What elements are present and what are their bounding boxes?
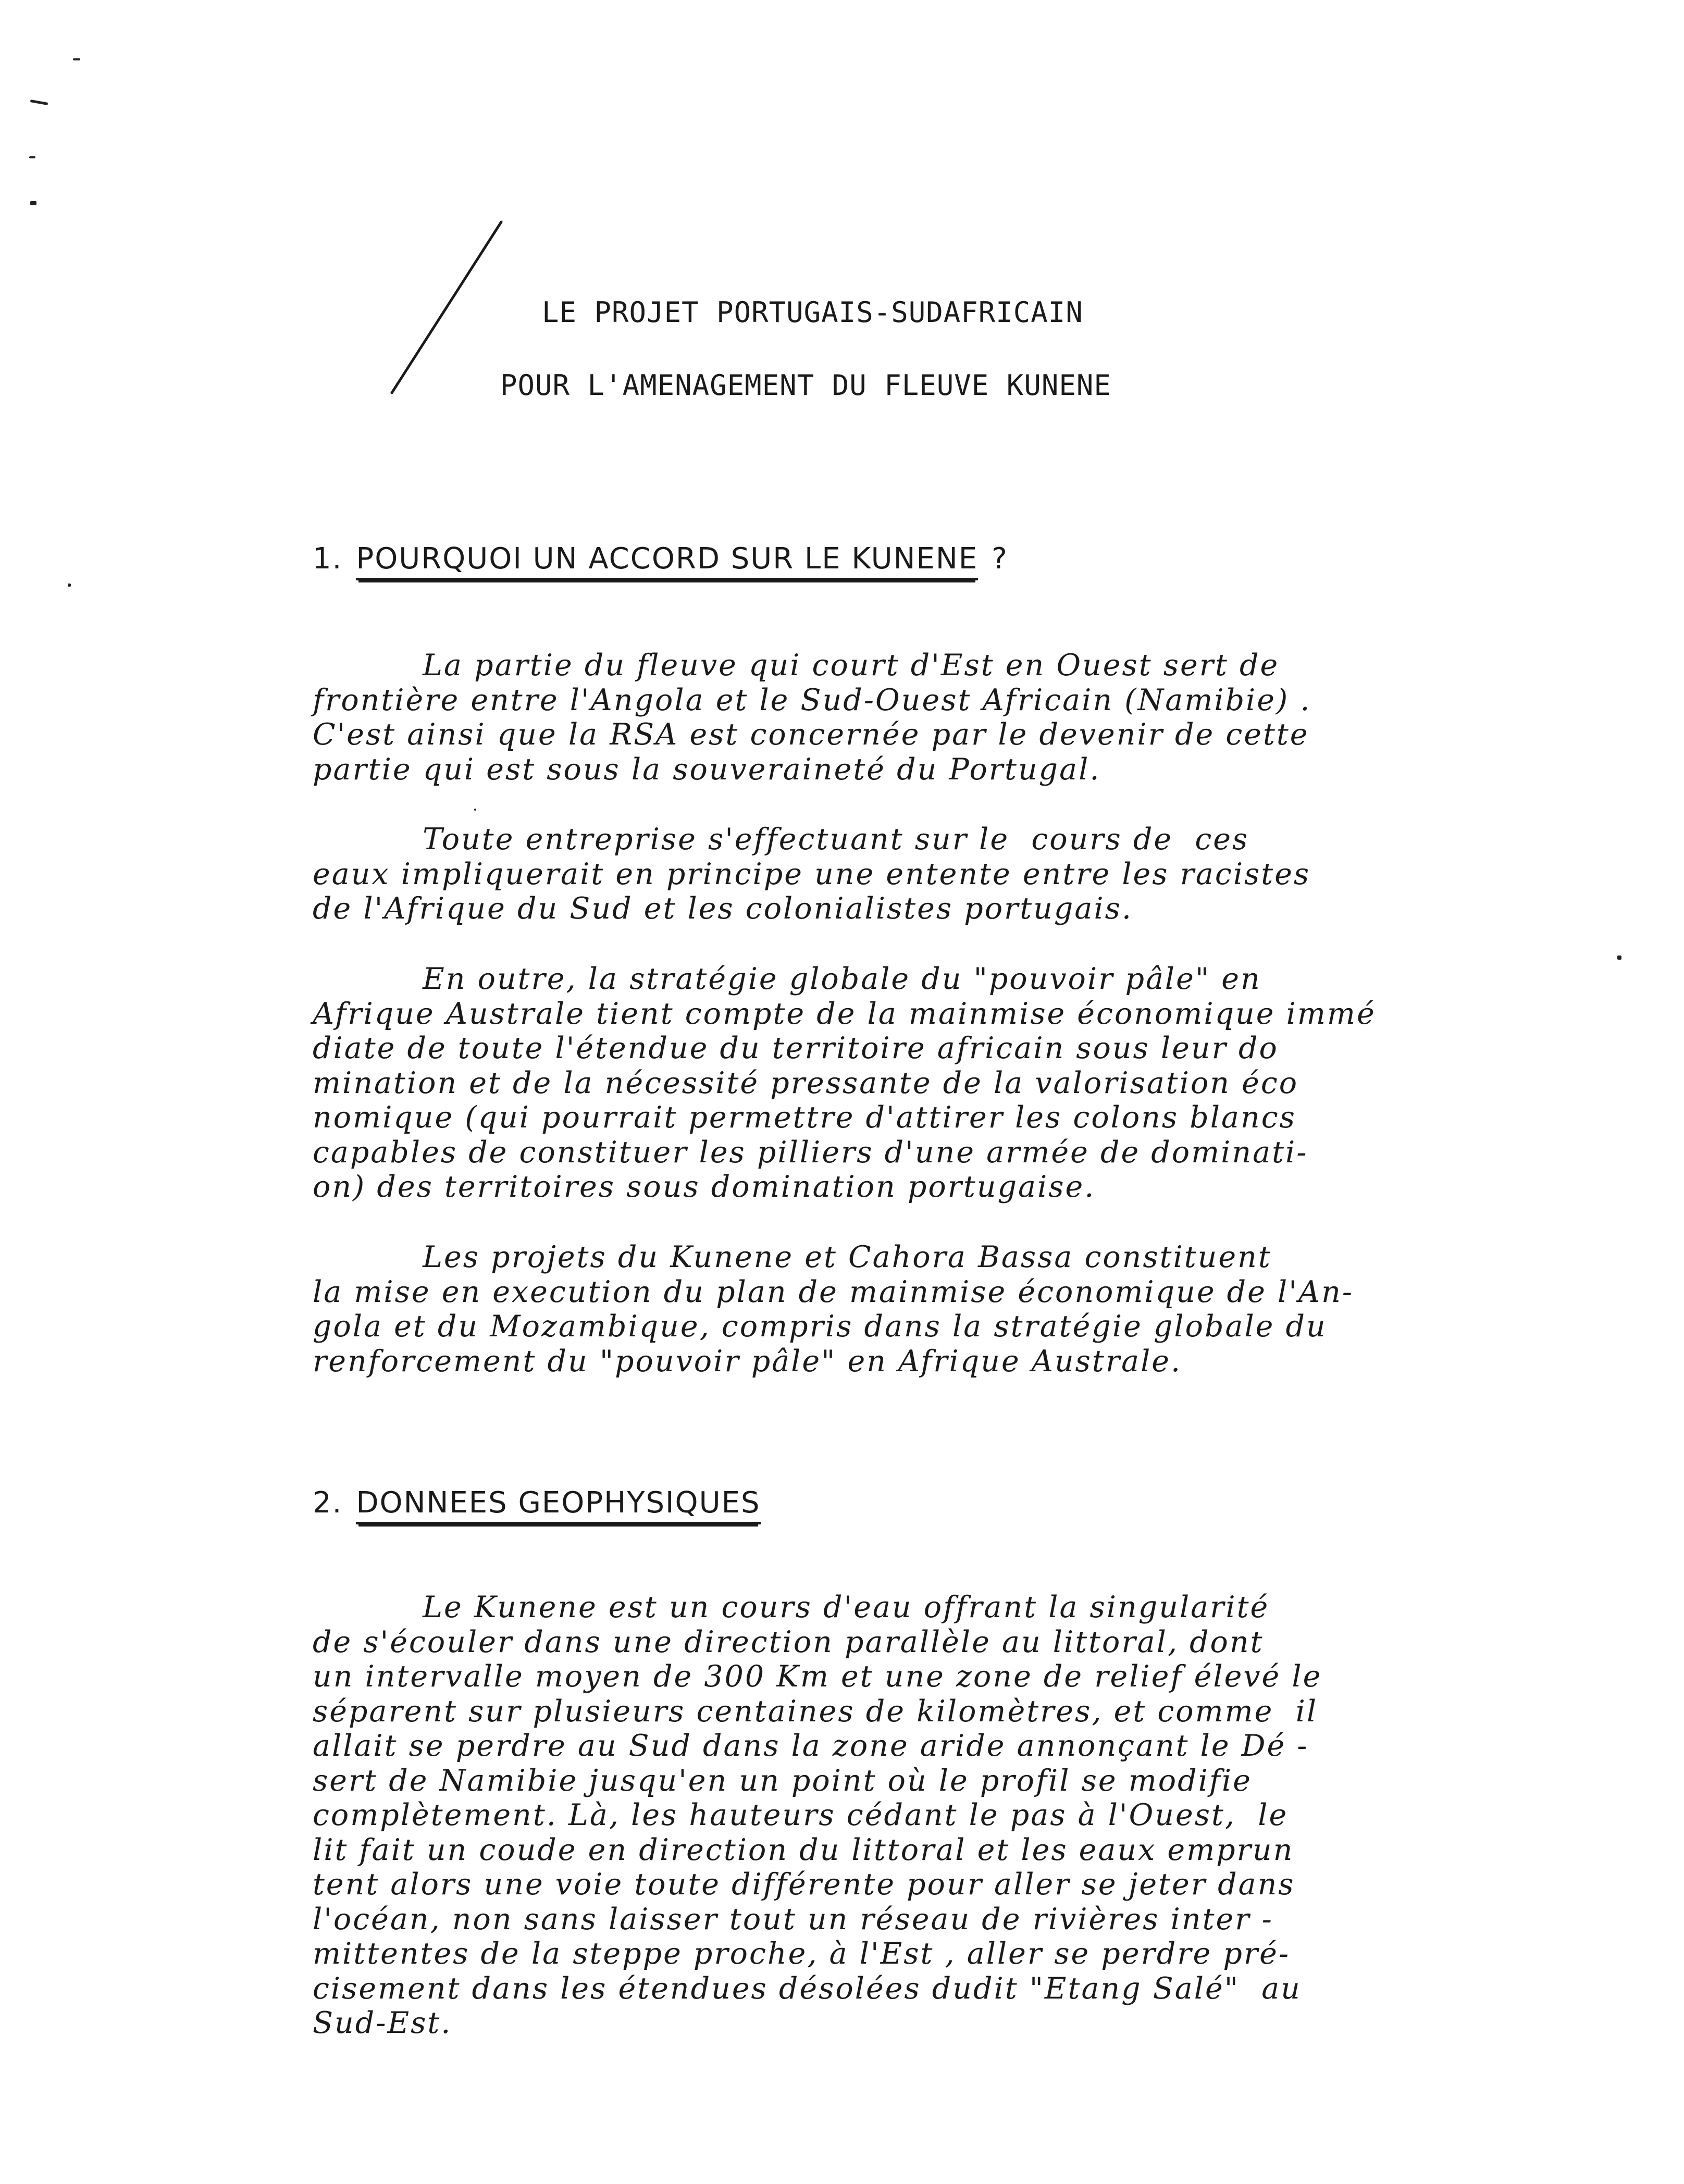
paragraph: Les projets du Kunene et Cahora Bassa constituent la mise en execution du plan de mainmise économique de l'An- gola et du Mozambique, compris dans la stratégie globale du renforcement du "pouvoir pâle" en Afrique Australe. xyxy=(313,1240,1354,1379)
scan-speck xyxy=(474,809,476,811)
section-title: DONNEES GEOPHYSIQUES xyxy=(356,1486,760,1524)
paragraph: Toute entreprise s'effectuant sur le cours de ces eaux impliquerait en principe une entente entre les racistes de l'Afrique du Sud et les colonialistes portugais. xyxy=(313,822,1311,926)
section-title: POURQUOI UN ACCORD SUR LE KUNENE xyxy=(356,542,978,580)
section-number: 2. xyxy=(313,1486,343,1520)
scan-speck xyxy=(1617,955,1621,960)
section-1-heading xyxy=(313,542,1008,580)
paragraph: En outre, la stratégie globale du "pouvoir pâle" en Afrique Australe tient compte de la mainmise économique immé diate de toute l'étendue du territoire africain sous leur do mination et de la nécessité pressante de la valorisation éco nomique (qui pourrait permettre d'attirer les colons blancs capables de constituer les pilliers d'une armée de dominati- on) des territoires sous domination portugaise. xyxy=(313,962,1376,1204)
paragraph: La partie du fleuve qui court d'Est en Ouest sert de frontière entre l'Angola et le Sud-Ouest Africain (Namibie) . C'est ainsi que la RSA est concernée par le devenir de cette partie qui est sous la souveraineté du Portugal. xyxy=(313,648,1311,787)
paragraph: Le Kunene est un cours d'eau offrant la singularité de s'écouler dans une direction parallèle au littoral, dont un intervalle moyen de 300 Km et une zone de relief élevé le séparent sur plusieurs centaines de kilomètres, et comme il allait se perdre au Sud dans la zone aride annonçant le Dé - sert de Namibie jusqu'en un point où le profil se modifie complètement. Là, les hauteurs cédant le pas à l'Ouest, le lit fait un coude en direction du littoral et les eaux emprun tent alors une voie toute différente pour aller se jeter dans l'océan, non sans laisser tout un réseau de rivières inter - mittentes de la steppe proche, à l'Est , aller se perdre pré- cisement dans les étendues désolées dudit "Etang Salé" au Sud-Est. xyxy=(313,1590,1322,2040)
section-2-heading xyxy=(313,1486,761,1524)
scan-speck xyxy=(29,156,35,158)
section-number: 1. xyxy=(313,542,343,576)
scan-speck xyxy=(30,201,36,205)
scan-speck xyxy=(30,100,48,105)
section-title-suffix: ? xyxy=(992,542,1008,576)
document-title-line-1: LE PROJET PORTUGAIS-SUDAFRICAIN xyxy=(542,296,1083,329)
scan-speck xyxy=(73,58,80,60)
document-title-line-2: POUR L'AMENAGEMENT DU FLEUVE KUNENE xyxy=(500,369,1111,402)
slash-mark-icon xyxy=(380,219,516,396)
scan-speck xyxy=(68,584,71,587)
